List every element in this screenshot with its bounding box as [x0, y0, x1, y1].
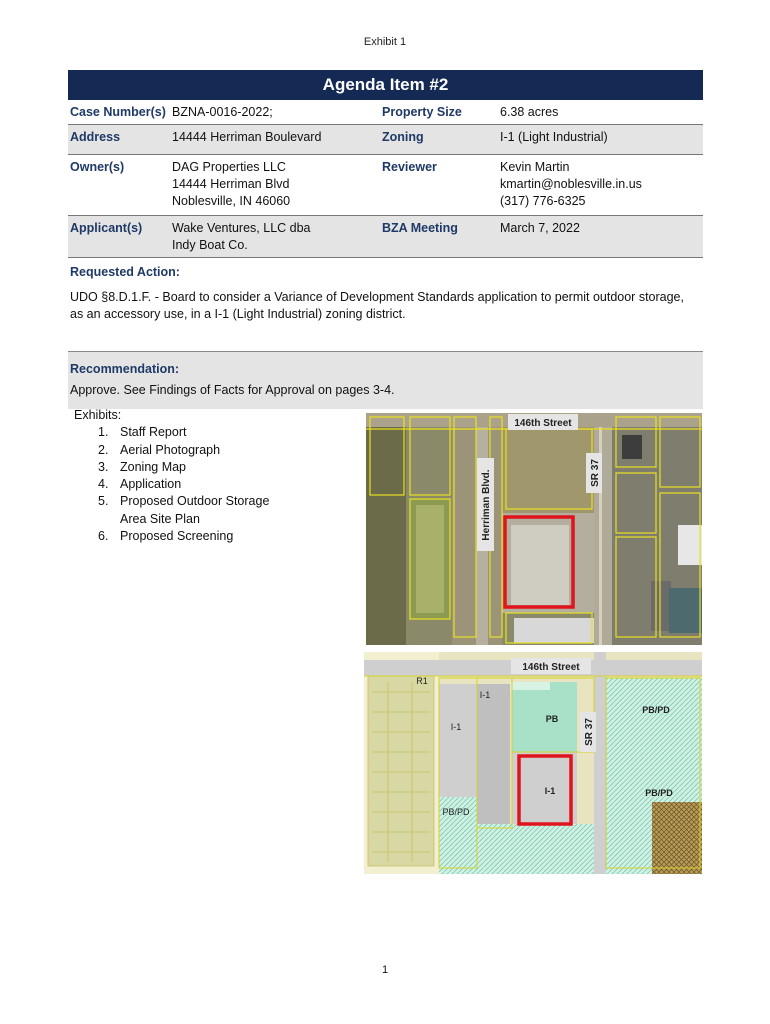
case-number-label: Case Number(s): [70, 105, 166, 119]
owner-label: Owner(s): [70, 160, 125, 174]
reviewer-email: kmartin@noblesville.in.us: [500, 177, 642, 191]
exhibit-label: Exhibit 1: [363, 36, 407, 48]
property-size-label: Property Size: [382, 105, 462, 119]
list-number: 5.: [98, 494, 109, 509]
applicant-dba: Indy Boat Co.: [172, 238, 248, 252]
zoning-label-pbpd-east: PB/PD: [642, 705, 670, 715]
owner-value: [172, 159, 290, 210]
zoning-label-pbpd-southeast: PB/PD: [645, 788, 673, 798]
list-item: [74, 424, 330, 441]
aerial-building-south: [514, 618, 594, 643]
list-text: Application: [120, 477, 182, 492]
aerial-residential-west: [366, 413, 406, 645]
case-number-value: BZNA-0016-2022;: [172, 105, 273, 119]
zoning-street-label: 146th Street: [522, 662, 580, 673]
aerial-sr37-road: [594, 413, 612, 645]
zoning-label-i1-center: I-1: [479, 690, 491, 700]
agenda-title: Agenda Item #2: [68, 70, 703, 100]
aerial-pond: [669, 588, 702, 633]
reviewer-name: Kevin Martin: [500, 160, 570, 174]
bza-meeting-label: BZA Meeting: [382, 221, 458, 235]
zoning-label-i1-subject: I-1: [544, 786, 556, 796]
list-item: [74, 442, 330, 459]
aerial-building-east-2: [651, 581, 671, 631]
zoning-map: [364, 652, 702, 874]
recommendation-text: Approve. See Findings of Facts for Approval on pages 3-4.: [70, 383, 395, 397]
zoning-label-r1: R1: [416, 676, 428, 686]
property-size-value: 6.38 acres: [500, 105, 559, 119]
address-value: 14444 Herriman Boulevard: [172, 130, 322, 144]
zoning-label-pbpd-southwest: PB/PD: [442, 807, 470, 817]
list-text: Proposed Screening: [120, 529, 234, 544]
exhibits-label: Exhibits:: [74, 408, 122, 422]
zoning-pb: [512, 682, 577, 752]
zoning-sr37-corridor: [594, 652, 606, 874]
zoning-label: Zoning: [382, 130, 424, 144]
requested-action-label: Requested Action:: [70, 265, 180, 279]
applicant-name: Wake Ventures, LLC dba: [172, 221, 311, 235]
aerial-road-label: SR 37: [590, 459, 601, 487]
aerial-herriman-label: Herriman Blvd.: [481, 469, 492, 541]
list-item: [74, 528, 330, 545]
list-number: 3.: [98, 459, 109, 474]
list-text: Zoning Map: [120, 459, 187, 474]
zoning-value: I-1 (Light Industrial): [500, 130, 608, 144]
reviewer-label: Reviewer: [382, 160, 437, 174]
applicant-row: [68, 216, 703, 258]
aerial-building: [511, 525, 569, 605]
list-text: Staff Report: [120, 425, 187, 440]
applicant-label: Applicant(s): [70, 221, 143, 235]
aerial-photograph: [366, 413, 702, 645]
zoning-label-pb: PB: [545, 714, 559, 724]
case-row: [68, 100, 703, 125]
recommendation-box: [68, 351, 703, 409]
bza-meeting-value: March 7, 2022: [500, 221, 580, 235]
list-number: 4.: [98, 477, 109, 492]
reviewer-phone: (317) 776-6325: [500, 194, 586, 208]
owner-street: 14444 Herriman Blvd: [172, 177, 290, 191]
zoning-pb-strip: [510, 682, 550, 690]
owner-city: Noblesville, IN 46060: [172, 194, 291, 208]
zoning-label-i1-west: I-1: [450, 722, 462, 732]
owner-row: [68, 155, 703, 216]
recommendation-label: Recommendation:: [70, 362, 180, 376]
list-text: Aerial Photograph: [120, 442, 221, 457]
address-row: [68, 125, 703, 155]
aerial-street-label: 146th Street: [514, 418, 572, 429]
zoning-i1-center: [477, 684, 510, 824]
zoning-residential-lots: [368, 676, 434, 866]
list-number: 2.: [98, 442, 109, 457]
exhibits-list: [74, 407, 330, 545]
zoning-road-label: SR 37: [584, 718, 595, 746]
list-number: 6.: [98, 529, 109, 544]
list-item: [74, 459, 330, 476]
zoning-crosshatch-area: [652, 802, 702, 874]
aerial-field-inner: [416, 505, 444, 613]
reviewer-value: [500, 159, 642, 210]
list-text: Proposed Outdoor Storage Area Site Plan: [120, 494, 270, 526]
list-item: [74, 476, 330, 493]
list-number: 1.: [98, 425, 109, 440]
list-item: [74, 493, 285, 528]
zoning-pbpd-south: [439, 824, 599, 874]
aerial-road-line: [599, 413, 602, 645]
applicant-value: [172, 220, 311, 254]
address-label: Address: [70, 130, 121, 144]
requested-action-text: UDO §8.D.1.F. - Board to consider a Variance of Development Standards application to permit outdoor storage, as an accessory use, in a I-1 (Light Industrial) zoning district.: [70, 290, 684, 321]
owner-name: DAG Properties LLC: [172, 160, 286, 174]
aerial-building-east-3: [678, 525, 702, 565]
page-number: 1: [381, 964, 389, 976]
aerial-building-east: [622, 435, 642, 459]
